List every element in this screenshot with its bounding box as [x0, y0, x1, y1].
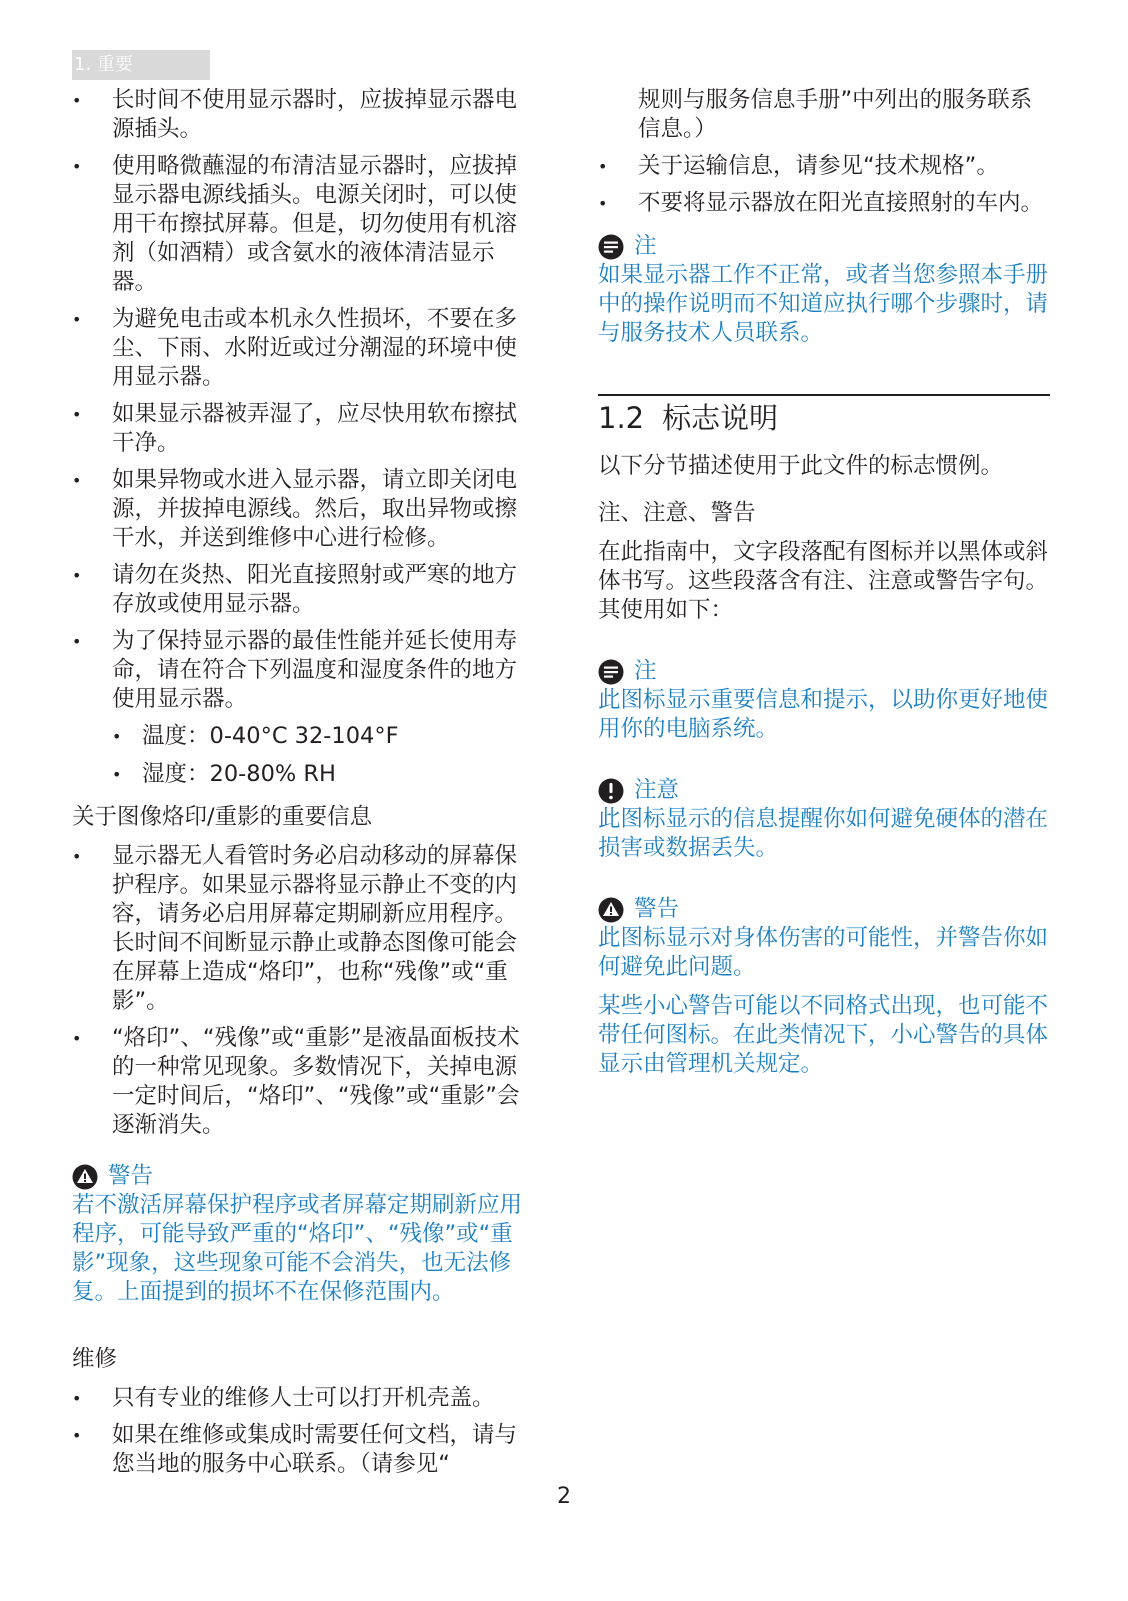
section-intro: 以下分节描述使用于此文件的标志惯例。	[598, 453, 1004, 479]
list-item: • 长时间不使用显示器时，应拔掉显示器电源插头。	[72, 87, 518, 142]
list-item: • 请勿在炎热、阳光直接照射或严寒的地方存放或使用显示器。	[72, 562, 518, 617]
list-item: • 显示器无人看管时务必启动移动的屏幕保护程序。如果显示器将显示静止不变的内容，请务必启用屏幕定期刷新应用程序。长时间不间断显示静止或静态图像可能会在屏幕上造成“烙印”，也称“残像”或“重影”。	[72, 843, 518, 1014]
warning-icon	[72, 1164, 98, 1190]
burnin-heading: 关于图像烙印/重影的重要信息	[72, 804, 373, 830]
section-rule	[598, 394, 1050, 438]
list-item: • 关于运输信息，请参见“技术规格”。	[598, 153, 999, 179]
right-column	[598, 86, 1050, 1089]
list-item: • “烙印”、“残像”或“重影”是液晶面板技术的一种常见现象。多数情况下，关掉电源一定时间后，“烙印”、“残像”或“重影”会逐渐消失。	[72, 1025, 520, 1138]
note-callout-body: 如果显示器工作不正常，或者当您参照本手册中的操作说明而不知道应执行哪个步骤时，请与服务技术人员联系。	[598, 262, 1049, 346]
continued-text: 规则与服务信息手册”中列出的服务联系信息。）	[638, 87, 1033, 142]
left-column	[72, 86, 524, 1487]
page-number: 2	[557, 1484, 571, 1509]
list-item: • 不要将显示器放在阳光直接照射的车内。	[598, 190, 1044, 216]
note-icon	[598, 659, 624, 685]
section-tag: 1. 重要	[72, 50, 210, 80]
service-heading: 维修	[72, 1346, 118, 1372]
note-icon	[598, 234, 624, 260]
list-item: • 如果显示器被弄湿了，应尽快用软布擦拭干净。	[72, 401, 518, 456]
conventions-subheading: 注、注意、警告	[598, 500, 756, 526]
note-example-title: 注	[598, 657, 1050, 686]
warning-callout-title: 警告	[72, 1162, 524, 1191]
warning-example-body: 此图标显示对身体伤害的可能性，并警告你如何避免此问题。	[598, 925, 1049, 980]
note-callout-title: 注	[598, 232, 1050, 261]
sub-list-item-humidity: • 湿度：20-80% RH	[112, 761, 336, 787]
caution-example-body: 此图标显示的信息提醒你如何避免硬体的潜在损害或数据丢失。	[598, 806, 1049, 861]
warning-example-title: 警告	[598, 895, 1050, 924]
conventions-description: 在此指南中，文字段落配有图标并以黑体或斜体书写。这些段落含有注、注意或警告字句。其使用如下：	[598, 539, 1049, 623]
section-title: 标志说明	[662, 401, 779, 435]
list-item: • 如果在维修或集成时需要任何文档，请与您当地的服务中心联系。（请参见“	[72, 1422, 518, 1477]
caution-example-title: 注意	[598, 776, 1050, 805]
list-item: • 为了保持显示器的最佳性能并延长使用寿命，请在符合下列温度和湿度条件的地方使用显示器。	[72, 628, 518, 712]
list-item: • 如果异物或水进入显示器，请立即关闭电源，并拔掉电源线。然后，取出异物或擦干水，并送到维修中心进行检修。	[72, 467, 518, 551]
note-example-body: 此图标显示重要信息和提示，以助你更好地使用你的电脑系统。	[598, 687, 1049, 742]
caution-icon	[598, 778, 624, 804]
sub-list-item-temperature: • 温度：0-40°C 32-104°F	[112, 723, 399, 749]
section-number: 1.2	[598, 401, 645, 435]
list-item: • 只有专业的维修人士可以打开机壳盖。	[72, 1385, 495, 1411]
warning-icon	[598, 897, 624, 923]
warning-example-body-extra: 某些小心警告可能以不同格式出现，也可能不带任何图标。在此类情况下，小心警告的具体显示由管理机关规定。	[598, 993, 1049, 1077]
list-item: • 为避免电击或本机永久性损坏，不要在多尘、下雨、水附近或过分潮湿的环境中使用显示器。	[72, 306, 518, 390]
section-heading	[598, 398, 1050, 438]
list-item: • 使用略微蘸湿的布清洁显示器时，应拔掉显示器电源线插头。电源关闭时，可以使用干布擦拭屏幕。但是，切勿使用有机溶剂（如酒精）或含氨水的液体清洁显示器。	[72, 153, 518, 295]
warning-callout-body: 若不激活屏幕保护程序或者屏幕定期刷新应用程序，可能导致严重的“烙印”、“残像”或“重影”现象，这些现象可能不会消失，也无法修复。上面提到的损坏不在保修范围内。	[72, 1192, 523, 1305]
